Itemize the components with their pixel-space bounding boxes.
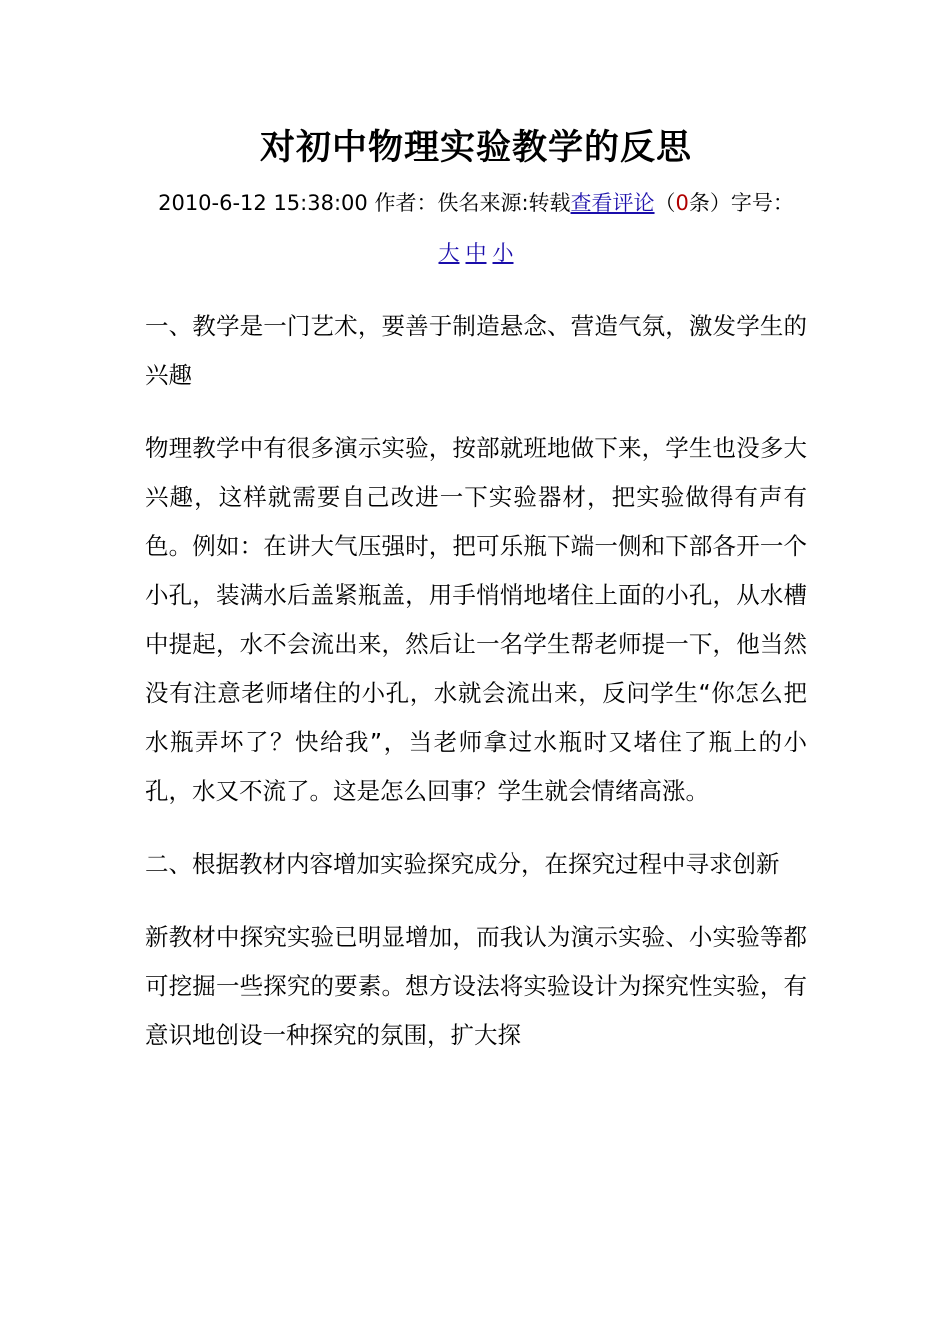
section-1-heading: 一、教学是一门艺术，要善于制造悬念、营造气氛，激发学生的兴趣: [145, 312, 807, 389]
author-name: 佚名: [437, 191, 480, 215]
comments-open: （: [654, 191, 676, 215]
article-date: 2010-6-12 15:38:00: [158, 191, 368, 215]
source-name: 转载: [528, 191, 571, 215]
author-label: 作者：: [374, 191, 438, 215]
font-size-medium-link[interactable]: 中: [465, 241, 487, 265]
article-title: 对初中物理实验教学的反思: [259, 127, 692, 168]
comments-count: 0: [675, 191, 689, 215]
section-2-heading: 二、根据教材内容增加实验探究成分，在探究过程中寻求创新: [145, 850, 780, 878]
article: [145, 118, 807, 1060]
font-size-label: 字号：: [730, 191, 794, 215]
font-size-small-link[interactable]: 小: [492, 241, 514, 265]
section-1-body: 物理教学中有很多演示实验，按部就班地做下来，学生也没多大兴趣，这样就需要自己改进一下实验器材，把实验做得有声有色。例如：在讲大气压强时，把可乐瓶下端一侧和下部各开一个小孔，装满水后盖紧瓶盖，用手悄悄地堵住上面的小孔，从水槽中提起，水不会流出来，然后让一名学生帮老师提一下，他当然没有注意老师堵住的小孔，水就会流出来，反问学生“你怎么把水瓶弄坏了？快给我”，当老师拿过水瓶时又堵住了瓶上的小孔，水又不流了。这是怎么回事？学生就会情绪高涨。: [145, 434, 807, 805]
view-comments-link[interactable]: 查看评论: [570, 191, 655, 215]
section-2-body: 新教材中探究实验已明显增加，而我认为演示实验、小实验等都可挖掘一些探究的要素。想方设法将实验设计为探究性实验，有意识地创设一种探究的氛围，扩大探: [145, 923, 807, 1049]
source-label: 来源:: [479, 191, 529, 215]
comments-close: 条）: [688, 191, 731, 215]
article-meta: [145, 178, 807, 278]
font-size-large-link[interactable]: 大: [438, 241, 460, 265]
